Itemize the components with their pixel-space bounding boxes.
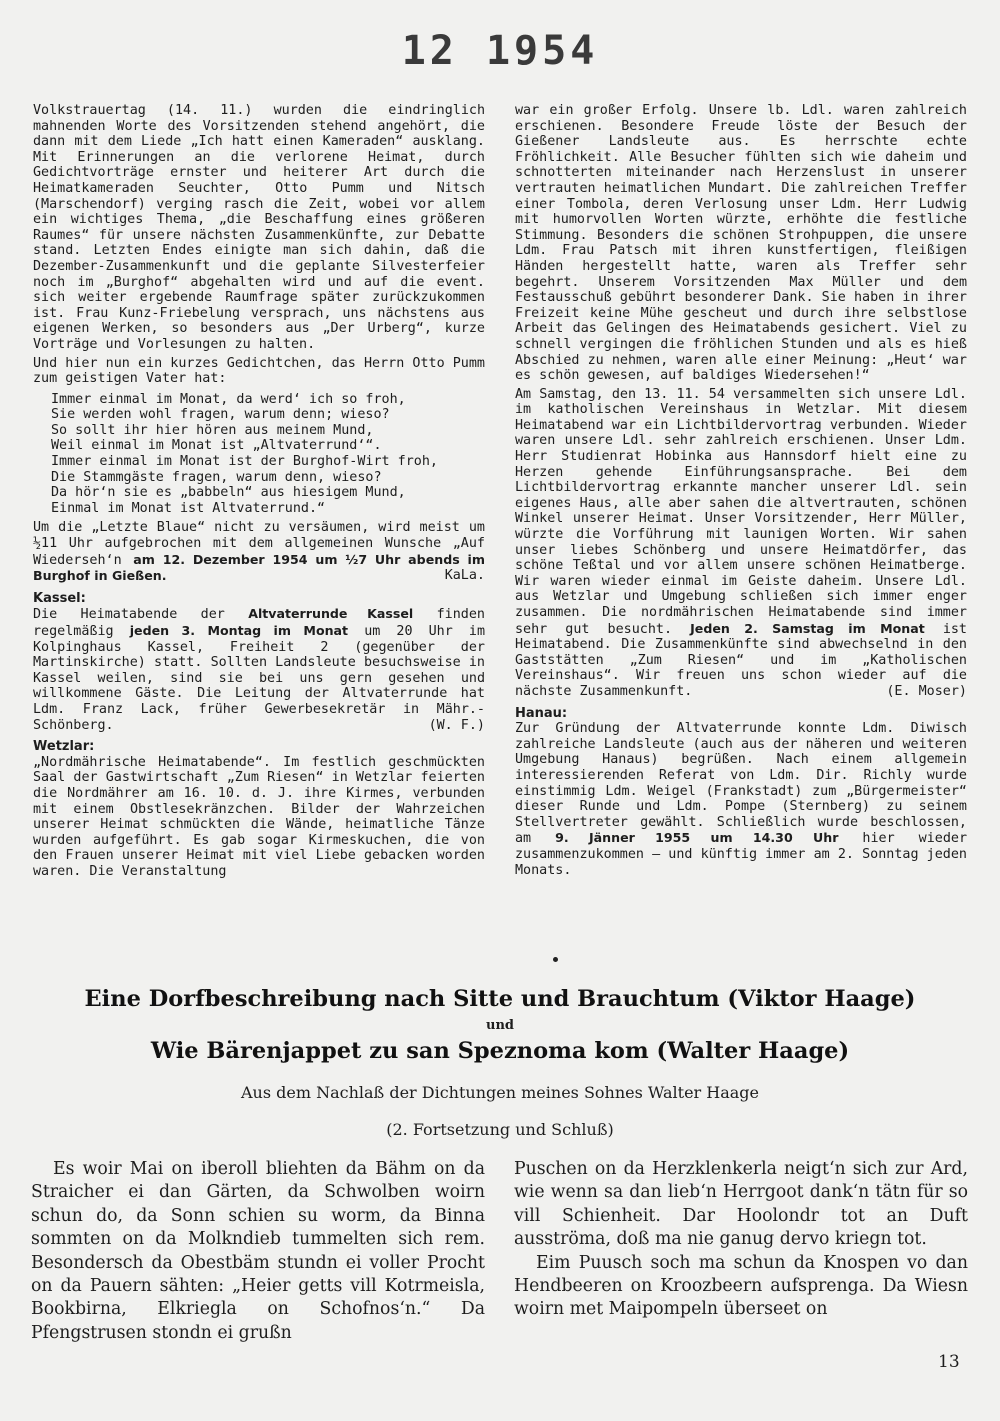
author-signature: (W. F.)	[428, 717, 485, 733]
story-paragraph: Es woir Mai on iberoll bliehten da Bähm on da Straicher ei dan Gärten, da Schwolben woirn schun do, da Sonn schien su worm, da Binna sommten on da Molkndieb tummelten sich rem. Besondersch da Obestbäm stundn ei voller Procht on da Pauern sähten: „Heier getts vill Kotrmeisla, Bookbirna, Elkriegla on Schofnos‘n.“ Da Pfengstrusen stondn ei grußn	[31, 1159, 485, 1343]
page-number: 13	[938, 1352, 960, 1372]
poem-line: Einmal im Monat ist Altvaterrund.“	[51, 500, 326, 516]
separator-dot	[553, 957, 558, 962]
paragraph: Volkstrauertag (14. 11.) wurden die eindringlich mahnenden Worte des Vorsitzenden stehend angehört, die dann mit dem Liede „Ich hatt einen Kameraden“ ausklang. Mit Erinnerungen an die verlorene Heimat, durch Gedichtvorträge ernster und heiterer Art durch die Heimatkameraden Seuchter, Otto Pumm und Nitsch (Marschendorf) verging rasch die Zeit, wobei vor allem ein wichtiges Thema, „die Beschaffung eines größeren Raumes“ für unsere nächsten Zusammenkünfte, zur Debatte stand. Letzten Endes einigte man sich dahin, daß die Dezember-Zusammenkunft und die geplante Silvesterfeier noch im „Burghof“ abgehalten wird und auf die event. sich weiter ergebende Raumfrage später zurückzukommen ist. Frau Kunz-Friebelung versprach, uns nächstens aus eigenen Werken, so besonders aus „Der Urberg“, kurze Vorträge und Vorlesungen zu halten.	[33, 103, 485, 352]
story-paragraph: Eim Puusch soch ma schun da Knospen vo dan Hendbeeren on Kroozbeern aufsprenga. Da Wiesn woirn met Maipompeln überseet on	[514, 1252, 968, 1320]
poem-line: Die Stammgäste fragen, warum denn, wieso?	[51, 469, 382, 485]
section-heading-kassel: Kassel:	[33, 590, 86, 606]
text: Um die „Letzte Blaue“ nicht zu versäumen, wird meist um ½11 Uhr aufgebrochen mit dem allgemeinen Wunsche „Auf Wiederseh‘n	[33, 520, 485, 568]
text: Am Samstag, den 13. 11. 54 versammelten sich unsere Ldl. im katholischen Vereinshaus in Wetzlar. Mit diesem Heimatabend war ein Lichtbildervortrag verbunden. Wieder waren unsere Ldl. sehr zahlreich erschienen. Unser Ldm. Herr Studienrat Hobinka aus Hannsdorf hielt eine zu Herzen gehende Einführungsansprache. Bei dem Lichtbildervortrag erkannte mancher unserer Ldl. sein eigenes Haus, alle aber sahen die altvertrauten, schönen Winkel unserer Heimat. Unser Vorsitzender, Herr Müller, würzte die Vorführung mit launigen Worten. Wir sahen unser liebes Schönberg und unsere Heimatdörfer, das schöne Teßtal und vor allem unsere schönen Heimatberge. Wir waren wieder einmal im Geiste daheim. Unsere Ldl. aus Wetzlar und Umgebung schließen sich immer enger zusammen. Die nordmährischen Heimatabende sind immer sehr gut besucht.	[515, 386, 967, 637]
right-column	[515, 103, 967, 878]
text: ist Heimatabend. Die Zusammenkünfte sind abwechselnd in den Gaststätten „Zum Riesen“ und im „Katholischen Vereinshaus“. Wir freuen uns schon wieder auf die nächste Zusammenkunft.	[515, 621, 967, 699]
paragraph	[515, 721, 967, 878]
poem-line: Weil einmal im Monat ist „Altvaterrund‘“.	[51, 438, 382, 454]
story-paragraph: Puschen on da Herzklenkerla neigt‘n sich zur Ard, wie wenn sa dan lieb‘n Herrgoot dank‘n tätn für so vill Schienheit. Dar Hoolondr tot an Duft ausströma, doß ma nie ganug dervo kriegn tot.	[514, 1159, 968, 1250]
text: finden regelmäßig	[33, 607, 485, 639]
paragraph: „Nordmährische Heimatabende“. Im festlich geschmückten Saal der Gastwirtschaft „Zum Riesen“ in Wetzlar feierten die Nordmährer am 16. 10. d. J. ihre Kirmes, verbunden mit einem Obstlesekränzchen. Bilder der Wahrzeichen unserer Heimat schmückten die Wände, heimatliche Tänze wurden aufgeführt. Es gab sogar Kirmeskuchen, die von den Frauen unserer Heimat mit viel Liebe gebacken worden waren. Die Veranstaltung	[33, 754, 485, 879]
article-title-1: Eine Dorfbeschreibung nach Sitte und Brauchtum (Viktor Haage)	[84, 986, 916, 1012]
title-conjunction: und	[486, 1018, 514, 1033]
paragraph	[33, 606, 485, 733]
article-continuation-note: (2. Fortsetzung und Schluß)	[386, 1120, 614, 1139]
paragraph	[33, 520, 485, 584]
article-subtitle: Aus dem Nachlaß der Dichtungen meines Sohnes Walter Haage	[240, 1083, 760, 1102]
paragraph: Und hier nun ein kurzes Gedichtchen, das Herrn Otto Pumm zum geistigen Vater hat:	[33, 355, 485, 387]
text: hier wieder zusammenzukommen – und künftig immer am 2. Sonntag jeden Monats.	[515, 831, 968, 878]
text: um 20 Uhr im Kolpinghaus Kassel, Freiheit 2 (gegenüber der Martinskirche) statt. Sollten Landsleute besuchsweise in Kassel weilen, sind sie bei uns gern gesehen und willkommene Gäste. Die Leitung der Altvaterrunde hat Ldm. Franz Lack, früher Gewerbesekretär in Mähr.-Schönberg.	[33, 624, 486, 733]
text: Zur Gründung der Altvaterrunde konnte Ldm. Diwisch zahlreiche Landsleute (auch aus der näheren und weiteren Umgebung Hanaus) begrüßen. Nach einem allgemein interessierenden Referat von Ldm. Dir. Richly wurde einstimmig Ldm. Weigel (Frankstadt) zum „Bürgermeister“ dieser Runde und Ldm. Pompe (Sternberg) zu seinem Stellvertreter gewählt. Schließlich wurde beschlossen, am	[515, 721, 967, 847]
text: Die Heimatabende der	[33, 607, 225, 623]
bold-text: Jeden 2. Samstag im Monat	[690, 620, 925, 636]
issue-number: 12 1954	[401, 28, 599, 74]
story-column-right	[514, 1158, 968, 1322]
article-title-2: Wie Bärenjappet zu san Speznoma kom (Walter Haage)	[150, 1038, 850, 1064]
section-heading-wetzlar: Wetzlar:	[33, 739, 95, 755]
bold-text: am 12. Dezember 1954 um ½7 Uhr abends im Burghof in Gießen.	[33, 551, 486, 584]
poem-line: Sie werden wohl fragen, warum denn; wieso?	[51, 407, 390, 423]
poem-line: So sollt ihr hier hören aus meinem Mund,	[51, 422, 374, 438]
section-heading-hanau: Hanau:	[515, 705, 568, 721]
bold-text: 9. Jänner 1955 um 14.30 Uhr	[555, 830, 839, 846]
paragraph: war ein großer Erfolg. Unsere lb. Ldl. waren zahlreich erschienen. Besondere Freude löste der Besuch der Gießener Landsleute aus. Es herrschte echte Fröhlichkeit. Alle Besucher fühlten sich wie daheim und schnotterten miteinander nach Herzenslust in unserer vertrauten heimatlichen Mundart. Die zahlreichen Treffer einer Tombola, deren Verlosung unser Ldm. Herr Ludwig mit humorvollen Worten würzte, erhöhte die festliche Stimmung. Besonders die schönen Strohpuppen, die unsere Ldm. Frau Patsch mit ihren kunstfertigen, fleißigen Händen hergestellt hatte, waren als Treffer sehr begehrt. Unserem Vorsitzenden Max Müller und dem Festausschuß gebührt besonderer Dank. Sie haben in ihrer Freizeit keine Mühe gescheut und durch ihre selbstlose Arbeit das Gelingen des Heimatabends gesichert. Viel zu schnell vergingen die fröhlichen Stunden und als es hieß Abschied zu nehmen, waren alle einer Meinung: „Heut‘ war es schön gewesen, auf baldiges Wiedersehen!“	[515, 103, 967, 384]
author-signature: KaLa.	[444, 568, 485, 584]
story-column-left	[31, 1158, 485, 1345]
bold-text: Altvaterrunde Kassel	[248, 606, 414, 622]
poem-line: Da hör‘n sie es „babbeln“ aus hiesigem Mund,	[51, 485, 406, 501]
left-column	[33, 103, 485, 880]
paragraph	[515, 387, 967, 700]
poem-line: Immer einmal im Monat ist der Burghof-Wirt froh,	[51, 454, 438, 470]
poem-line: Immer einmal im Monat, da werd‘ ich so froh,	[51, 391, 406, 407]
bold-text: jeden 3. Montag im Monat	[129, 623, 349, 638]
poem	[51, 392, 485, 517]
author-signature: (E. Moser)	[886, 683, 967, 699]
